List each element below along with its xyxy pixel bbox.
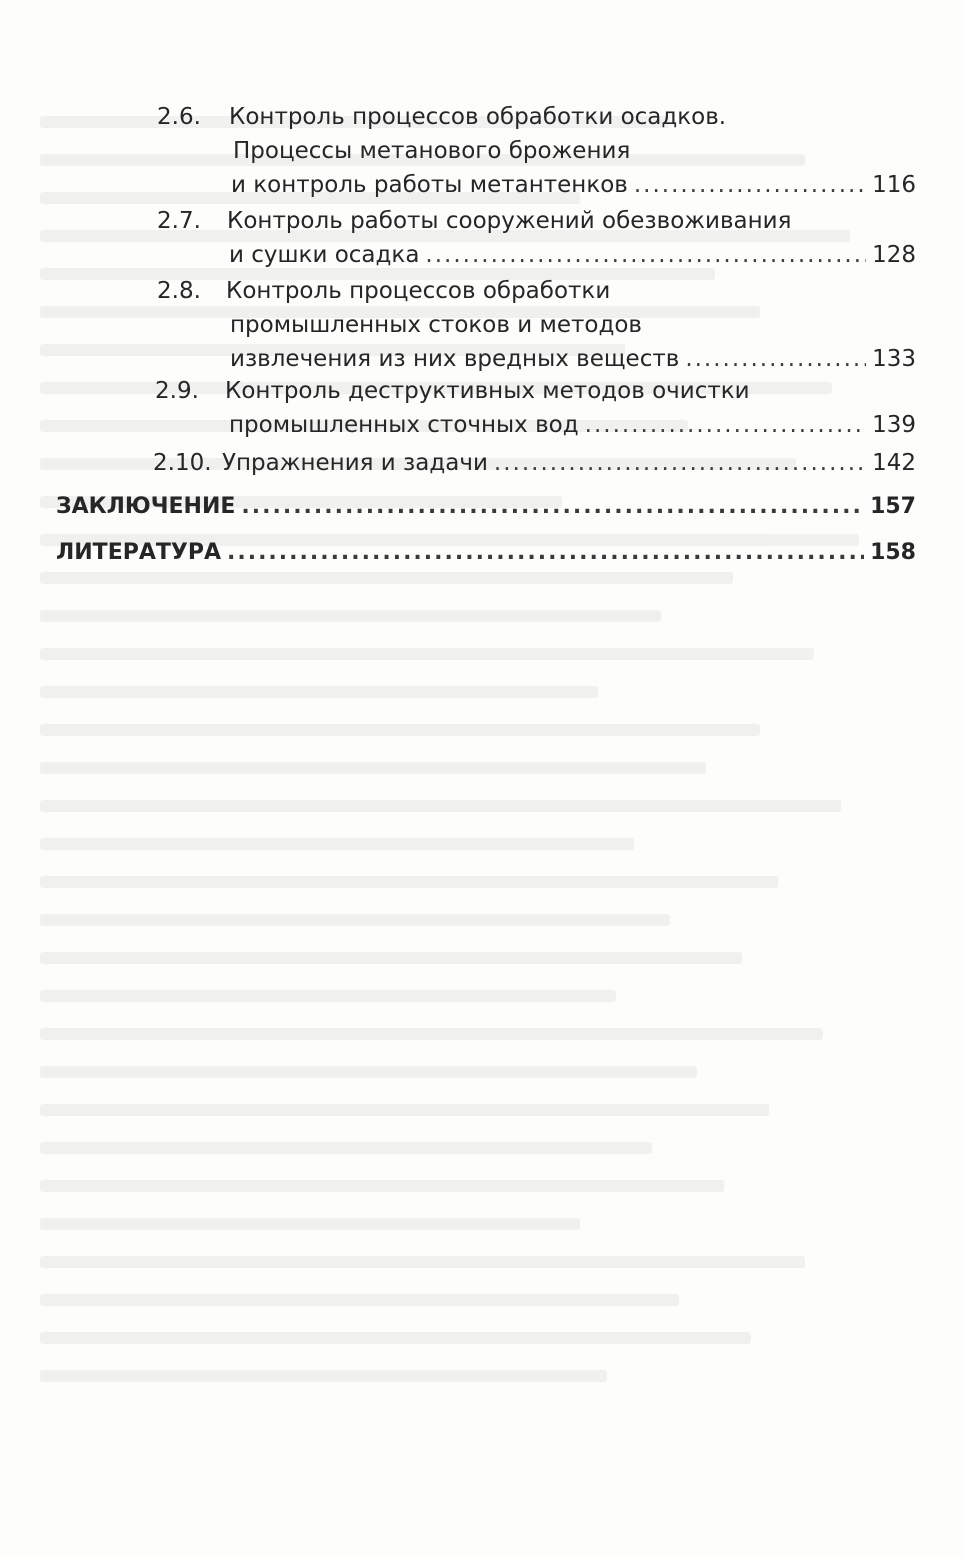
- toc-entry-title-line: извлечения из них вредных веществ: [230, 346, 680, 372]
- toc-entry-title-line: промышленных стоков и методов: [230, 312, 642, 338]
- toc-entry-title-line: Контроль деструктивных методов очистки: [225, 378, 750, 404]
- dot-leader: [227, 536, 864, 570]
- toc-entry-number: 2.6.: [157, 104, 201, 130]
- toc-entry-title-line: Контроль процессов обработки осадков.: [229, 104, 727, 130]
- dot-leader: [425, 238, 866, 272]
- toc-page-number: 158: [870, 540, 916, 565]
- toc-entry-title-line: Упражнения и задачи: [222, 450, 488, 476]
- dot-leader: [634, 168, 866, 202]
- toc-entry-title-line: Контроль работы сооружений обезвоживания: [227, 208, 792, 234]
- toc-entry-title-line: Контроль процессов обработки: [226, 278, 611, 304]
- dot-leader: [494, 446, 866, 480]
- toc-page-number: 116: [872, 172, 916, 198]
- toc-page-number: 157: [870, 494, 916, 519]
- toc-page-number: 133: [872, 346, 916, 372]
- toc-section-title: ЛИТЕРАТУРА: [56, 540, 221, 565]
- toc-entry-number: 2.10.: [153, 450, 212, 476]
- toc-entry-number: 2.8.: [157, 278, 201, 304]
- toc-section-title: ЗАКЛЮЧЕНИЕ: [56, 494, 236, 519]
- toc-page-number: 142: [872, 450, 916, 476]
- dot-leader: [585, 408, 866, 442]
- dot-leader: [685, 342, 866, 376]
- toc-entry-title-line: Процессы метанового брожения: [233, 138, 631, 164]
- dot-leader: [241, 490, 864, 524]
- toc-entry-title-line: промышленных сточных вод: [229, 412, 579, 438]
- toc-page-number: 139: [872, 412, 916, 438]
- toc-entry-number: 2.9.: [155, 378, 199, 404]
- toc-entry-title-line: и сушки осадка: [229, 242, 420, 268]
- toc-entry-number: 2.7.: [157, 208, 201, 234]
- toc-page-number: 128: [872, 242, 916, 268]
- toc-entry-title-line: и контроль работы метантенков: [231, 172, 628, 198]
